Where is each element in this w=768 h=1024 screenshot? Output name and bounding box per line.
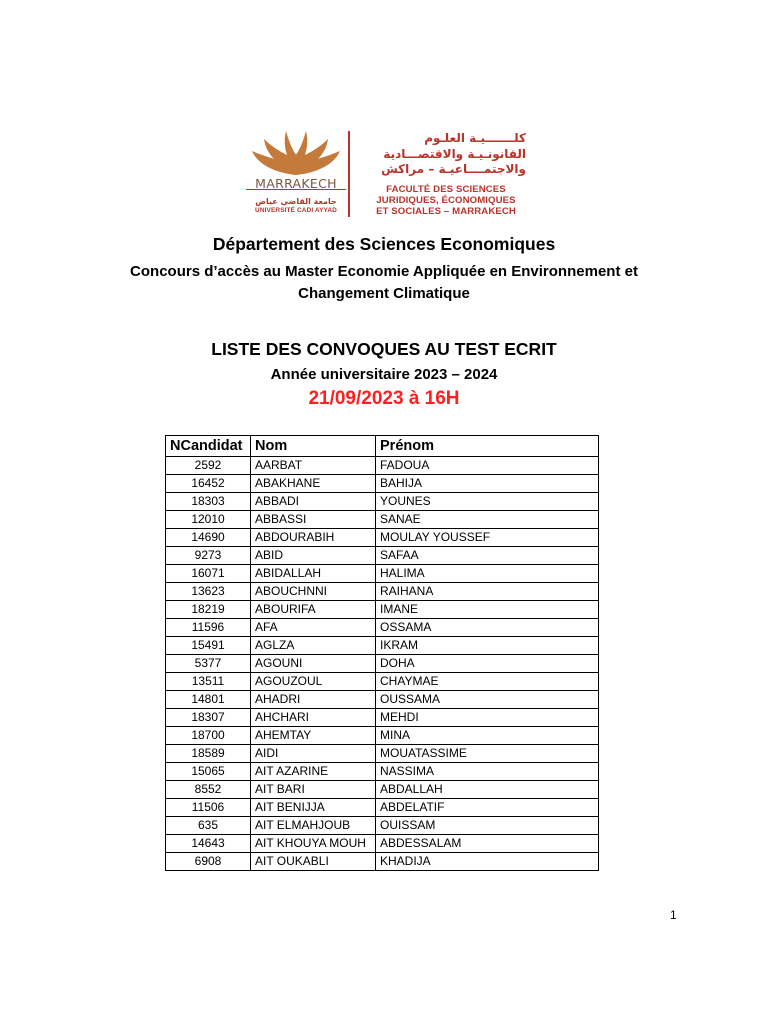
cell-ncandidat: 9273 <box>166 547 251 565</box>
cell-nom: AIT KHOUYA MOUH <box>251 835 376 853</box>
cell-nom: AFA <box>251 619 376 637</box>
table-row <box>166 709 599 727</box>
cell-prenom: CHAYMAE <box>376 673 599 691</box>
cell-ncandidat: 14643 <box>166 835 251 853</box>
cell-nom: AIT ELMAHJOUB <box>251 817 376 835</box>
table-row <box>166 655 599 673</box>
logo-divider <box>348 131 350 217</box>
cell-ncandidat: 13511 <box>166 673 251 691</box>
cell-prenom: MOUATASSIME <box>376 745 599 763</box>
cell-nom: ABIDALLAH <box>251 565 376 583</box>
logo-faculty-arabic <box>356 131 526 178</box>
cell-nom: AIDI <box>251 745 376 763</box>
logo-faculty-french <box>361 184 531 217</box>
cell-nom: AHCHARI <box>251 709 376 727</box>
table-row <box>166 475 599 493</box>
cell-ncandidat: 18700 <box>166 727 251 745</box>
logo-city-name: MARRAKECH <box>255 176 337 191</box>
cell-prenom: OSSAMA <box>376 619 599 637</box>
table-row <box>166 763 599 781</box>
cell-nom: AIT OUKABLI <box>251 853 376 871</box>
table-row <box>166 601 599 619</box>
table-row <box>166 583 599 601</box>
cell-ncandidat: 18589 <box>166 745 251 763</box>
cell-prenom: IMANE <box>376 601 599 619</box>
cell-prenom: YOUNES <box>376 493 599 511</box>
department-title: Département des Sciences Economiques <box>212 234 556 254</box>
header-nom: Nom <box>251 436 376 457</box>
cell-ncandidat: 18219 <box>166 601 251 619</box>
cell-prenom: OUSSAMA <box>376 691 599 709</box>
header-ncandidat: NCandidat <box>166 436 251 457</box>
cell-nom: AIT BARI <box>251 781 376 799</box>
exam-date: 21/09/2023 à 16H <box>308 388 460 409</box>
header-prenom: Prénom <box>376 436 599 457</box>
cell-nom: AGLZA <box>251 637 376 655</box>
logo-ar-line: كلـــــــيـة العلـوم <box>424 131 526 145</box>
logo-ar-line: القانونـيـة والاقتصـــادية <box>383 146 526 161</box>
cell-prenom: FADOUA <box>376 457 599 475</box>
cell-nom: AIT AZARINE <box>251 763 376 781</box>
concours-title: Concours d’accès au Master Economie Appliquée en Environnement et Changement Climatique <box>130 263 638 302</box>
table-row <box>166 565 599 583</box>
cell-ncandidat: 16452 <box>166 475 251 493</box>
table-row <box>166 853 599 871</box>
table-row <box>166 745 599 763</box>
table-row <box>166 673 599 691</box>
cell-ncandidat: 16071 <box>166 565 251 583</box>
cell-ncandidat: 15065 <box>166 763 251 781</box>
table-row <box>166 691 599 709</box>
cell-prenom: HALIMA <box>376 565 599 583</box>
table-row <box>166 637 599 655</box>
cell-prenom: NASSIMA <box>376 763 599 781</box>
cell-prenom: ABDESSALAM <box>376 835 599 853</box>
cell-prenom: BAHIJA <box>376 475 599 493</box>
cell-nom: ABOUCHNNI <box>251 583 376 601</box>
cell-nom: ABAKHANE <box>251 475 376 493</box>
cell-ncandidat: 6908 <box>166 853 251 871</box>
table-row <box>166 799 599 817</box>
cell-prenom: OUISSAM <box>376 817 599 835</box>
table-row <box>166 781 599 799</box>
cell-nom: ABOURIFA <box>251 601 376 619</box>
cell-prenom: MINA <box>376 727 599 745</box>
cell-ncandidat: 11506 <box>166 799 251 817</box>
table-row <box>166 547 599 565</box>
cell-ncandidat: 11596 <box>166 619 251 637</box>
cell-nom: AHADRI <box>251 691 376 709</box>
cell-nom: AGOUNI <box>251 655 376 673</box>
logo-fr-line: ET SOCIALES – MARRAKECH <box>376 206 516 217</box>
page-number: 1 <box>670 908 677 922</box>
table-row <box>166 493 599 511</box>
cell-prenom: ABDALLAH <box>376 781 599 799</box>
cell-prenom: KHADIJA <box>376 853 599 871</box>
table-row <box>166 457 599 475</box>
table-row <box>166 727 599 745</box>
logo-university-french: UNIVERSITÉ CADI AYYAD <box>255 207 337 214</box>
logo-fr-line: FACULTÉ DES SCIENCES <box>386 184 506 195</box>
cell-prenom: SAFAA <box>376 547 599 565</box>
cell-ncandidat: 5377 <box>166 655 251 673</box>
cell-ncandidat: 8552 <box>166 781 251 799</box>
table-row <box>166 529 599 547</box>
table-row <box>166 619 599 637</box>
table-row <box>166 835 599 853</box>
cell-ncandidat: 18307 <box>166 709 251 727</box>
cell-ncandidat: 13623 <box>166 583 251 601</box>
cell-nom: AGOUZOUL <box>251 673 376 691</box>
cell-nom: ABBASSI <box>251 511 376 529</box>
table-row <box>166 817 599 835</box>
cell-prenom: SANAE <box>376 511 599 529</box>
cell-ncandidat: 14690 <box>166 529 251 547</box>
list-title: LISTE DES CONVOQUES AU TEST ECRIT <box>211 339 557 359</box>
cell-prenom: DOHA <box>376 655 599 673</box>
logo-ar-line: والاجتمــــاعيـة – مراكش <box>381 162 526 176</box>
logo-university-arabic: جامعة القاضي عياض <box>255 197 337 206</box>
cell-prenom: MOULAY YOUSSEF <box>376 529 599 547</box>
table-row <box>166 511 599 529</box>
cell-nom: AHEMTAY <box>251 727 376 745</box>
logo-fr-line: JURIDIQUES, ÉCONOMIQUES <box>376 195 516 206</box>
cell-ncandidat: 2592 <box>166 457 251 475</box>
table-header-row <box>166 436 599 457</box>
cell-prenom: MEHDI <box>376 709 599 727</box>
cell-ncandidat: 635 <box>166 817 251 835</box>
academic-year: Année universitaire 2023 – 2024 <box>270 366 498 383</box>
faculty-logo <box>246 127 536 219</box>
cell-nom: ABID <box>251 547 376 565</box>
cell-ncandidat: 15491 <box>166 637 251 655</box>
cell-nom: AIT BENIJJA <box>251 799 376 817</box>
cell-ncandidat: 12010 <box>166 511 251 529</box>
candidates-table <box>165 435 599 871</box>
cell-prenom: IKRAM <box>376 637 599 655</box>
cell-ncandidat: 14801 <box>166 691 251 709</box>
cell-prenom: ABDELATIF <box>376 799 599 817</box>
cell-nom: ABBADI <box>251 493 376 511</box>
cell-prenom: RAIHANA <box>376 583 599 601</box>
cell-ncandidat: 18303 <box>166 493 251 511</box>
cell-nom: AARBAT <box>251 457 376 475</box>
cell-nom: ABDOURABIH <box>251 529 376 547</box>
